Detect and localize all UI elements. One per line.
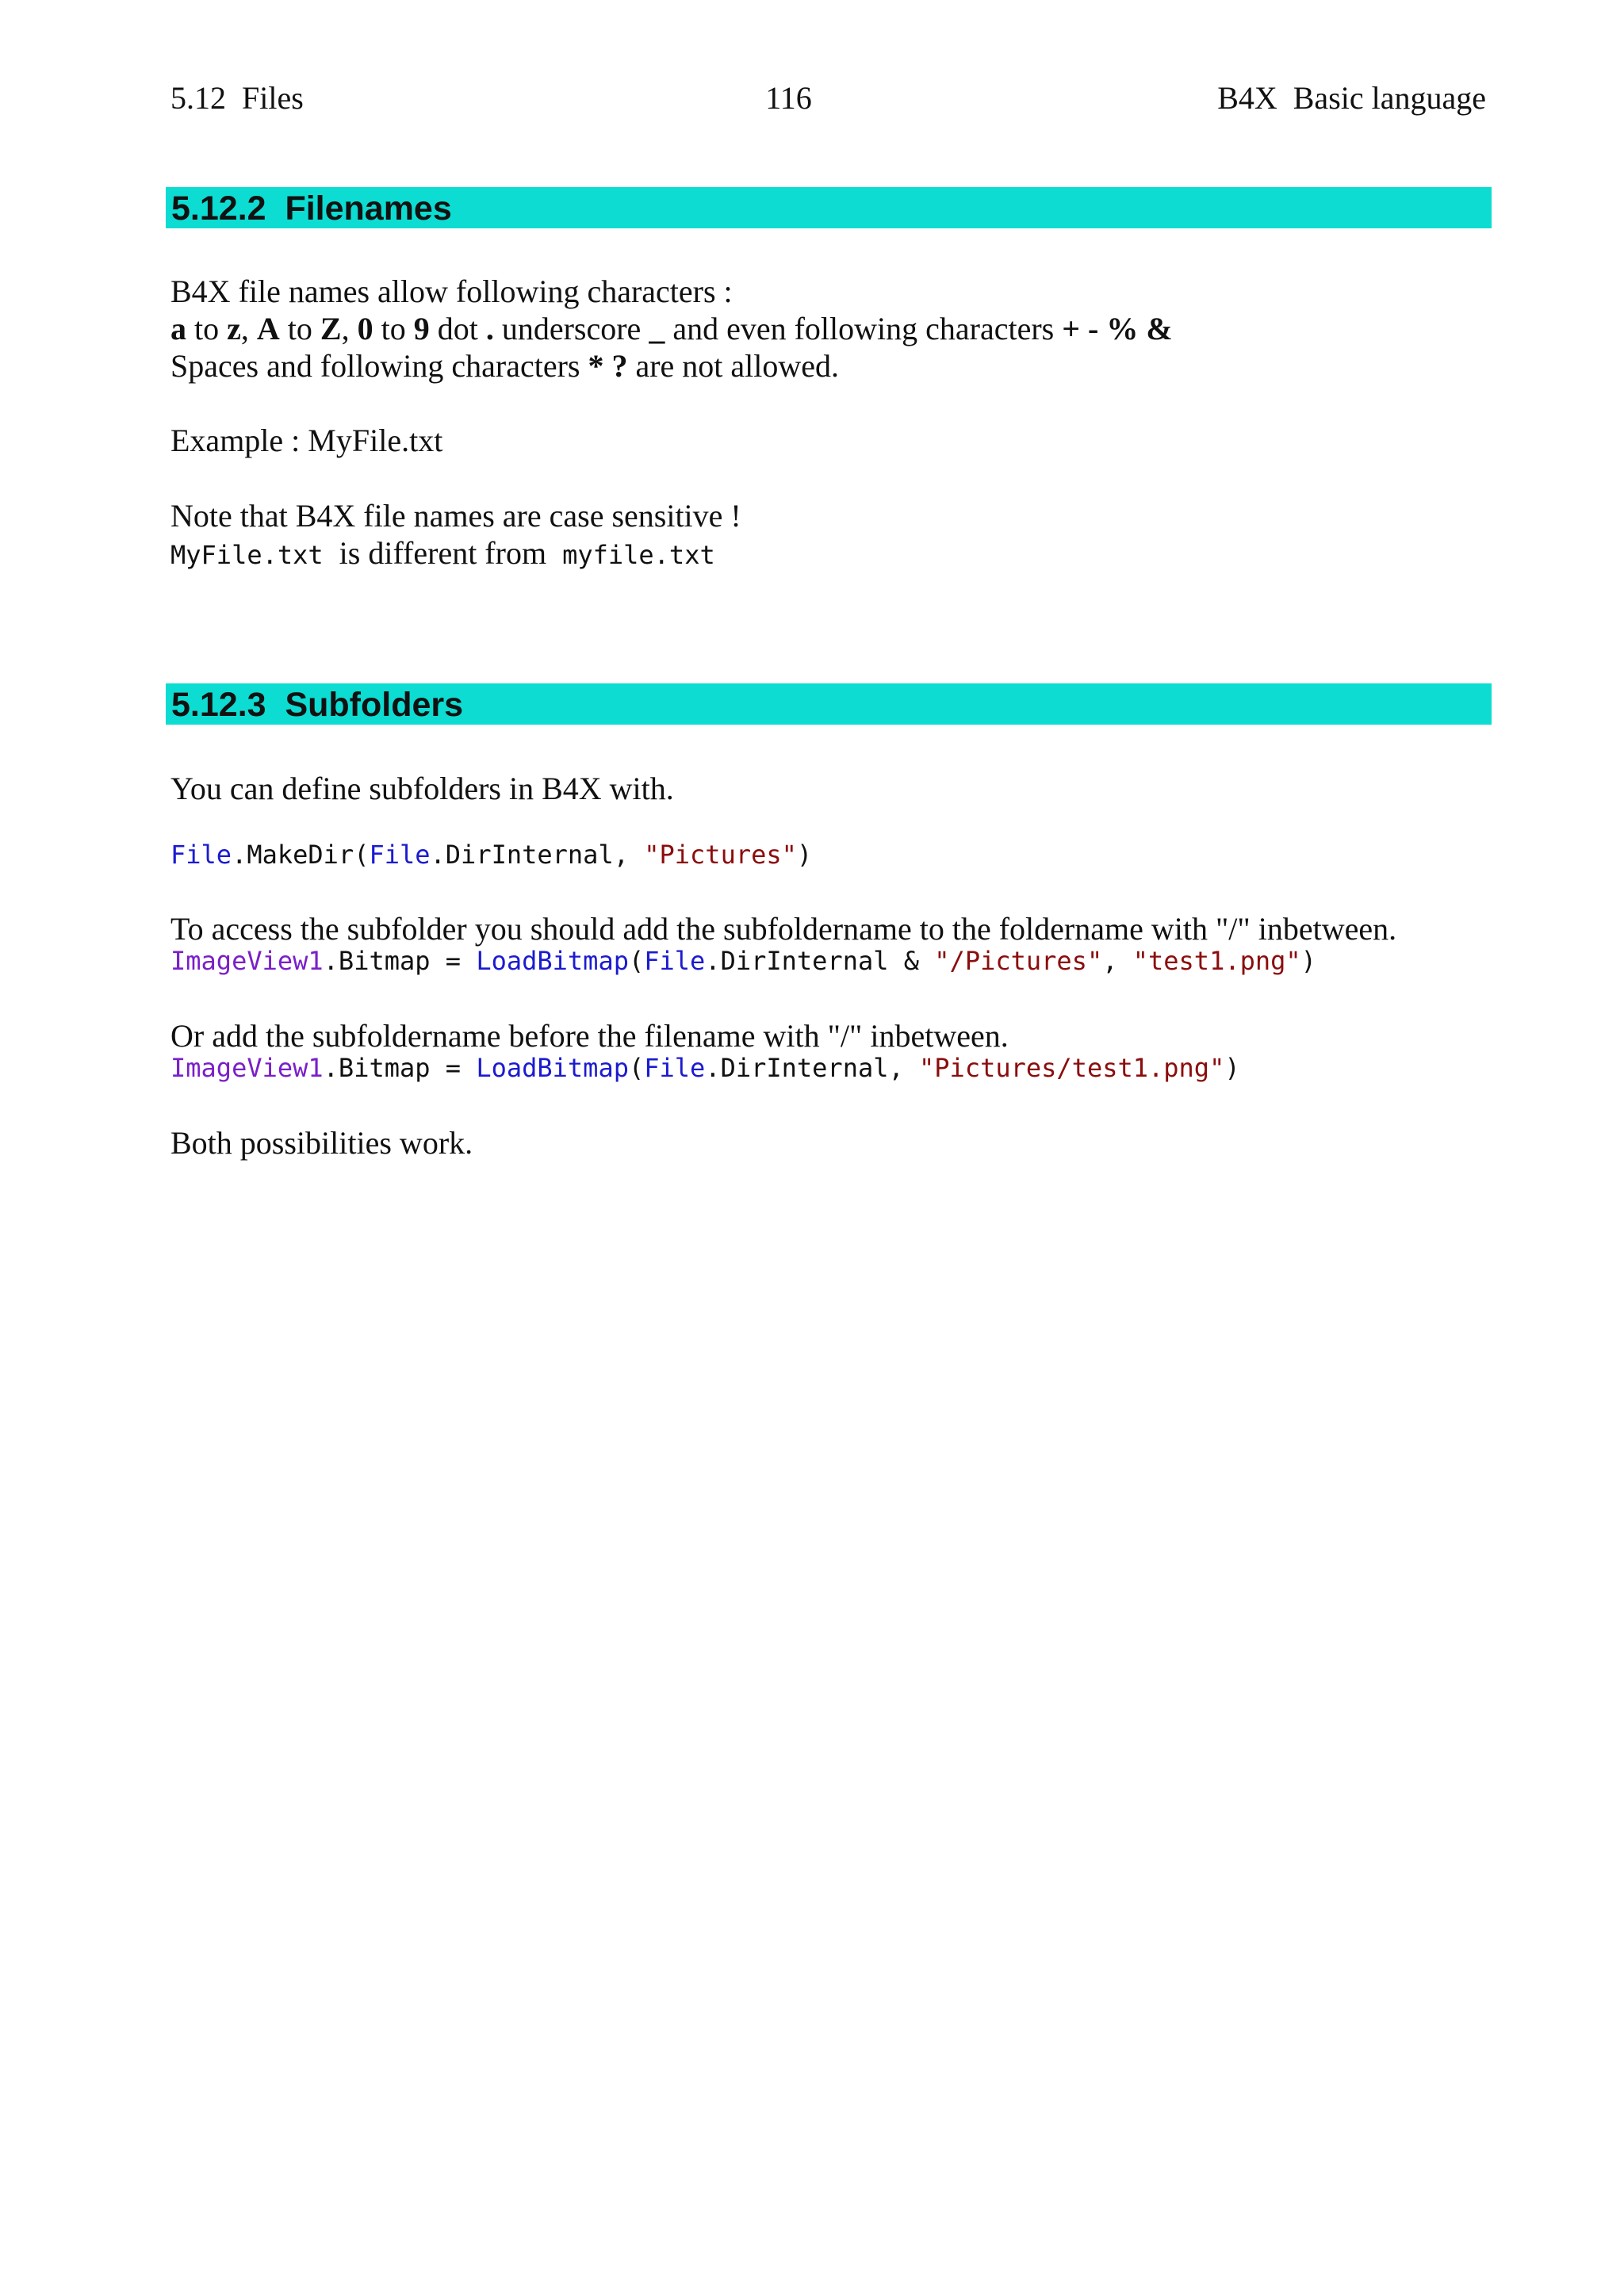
code-token: LoadBitmap <box>476 1053 629 1083</box>
text-underscore: underscore <box>493 311 649 346</box>
char-dot: . <box>485 311 494 346</box>
header-book-title: B4X Basic language <box>1217 80 1486 116</box>
filename-mixed-case: MyFile.txt <box>170 540 324 570</box>
access-subfolder-text: To access the subfolder you should add the subfoldername to the foldername with "/" inbetween. <box>170 911 1397 947</box>
text-is-different: is different from <box>323 535 563 571</box>
code-string: "test1.png" <box>1132 946 1301 976</box>
code-token: ImageView1 <box>170 1053 324 1083</box>
code-token: ) <box>1224 1053 1240 1083</box>
code-token: LoadBitmap <box>476 946 629 976</box>
code-string: "/Pictures" <box>934 946 1103 976</box>
code-token: ImageView1 <box>170 946 324 976</box>
char-Z: Z <box>320 311 342 346</box>
code-token: File <box>170 840 232 870</box>
code-makedir <box>170 837 812 872</box>
case-sensitive-note: Note that B4X file names are case sensitive ! <box>170 498 741 534</box>
code-token: , <box>1102 946 1133 976</box>
code-token: File <box>369 840 431 870</box>
code-string: "Pictures/test1.png" <box>919 1053 1225 1083</box>
special-chars-allowed: + - % & <box>1062 311 1173 346</box>
filenames-allowed-chars <box>170 310 1173 347</box>
code-token: .MakeDir( <box>232 840 370 870</box>
text-dot: dot <box>429 311 486 346</box>
char-A: A <box>256 311 280 346</box>
page-header <box>170 76 1486 121</box>
code-token: .Bitmap = <box>323 946 477 976</box>
section-heading-subfolders: 5.12.3 Subfolders <box>166 683 1492 725</box>
filename-example: Example : MyFile.txt <box>170 423 443 458</box>
text-to: to <box>373 311 414 346</box>
subfolders-intro: You can define subfolders in B4X with. <box>170 771 674 806</box>
char-z: z <box>227 311 241 346</box>
section-heading-filenames: 5.12.2 Filenames <box>166 187 1492 228</box>
code-token: .DirInternal, <box>705 1053 920 1083</box>
text-to: to <box>186 311 228 346</box>
header-page-number: 116 <box>765 80 812 116</box>
text-spaces: Spaces and following characters <box>170 348 588 384</box>
code-token: File <box>644 946 706 976</box>
char-a: a <box>170 311 186 346</box>
header-chapter: 5.12 Files <box>170 80 304 116</box>
char-underscore: _ <box>649 311 665 346</box>
special-chars-not-allowed: * ? <box>588 348 628 384</box>
case-sensitive-example <box>170 534 715 574</box>
text-even: and even following characters <box>665 311 1063 346</box>
filename-lower-case: myfile.txt <box>562 540 715 570</box>
code-token: .DirInternal, <box>430 840 645 870</box>
char-9: 9 <box>413 311 430 346</box>
code-token: File <box>644 1053 706 1083</box>
code-token: .Bitmap = <box>323 1053 477 1083</box>
filenames-not-allowed <box>170 347 839 385</box>
code-token: .DirInternal & <box>705 946 935 976</box>
code-loadbitmap-concat <box>170 943 1316 978</box>
both-work-text: Both possibilities work. <box>170 1125 473 1161</box>
code-string: "Pictures" <box>644 840 797 870</box>
filenames-allowed-intro: B4X file names allow following characters : <box>170 274 733 309</box>
code-token: ( <box>628 946 645 976</box>
text-comma: , <box>341 311 358 346</box>
text-to: to <box>279 311 320 346</box>
code-token: ) <box>1300 946 1316 976</box>
code-loadbitmap-path <box>170 1050 1240 1085</box>
text-not-allowed: are not allowed. <box>627 348 840 384</box>
text-comma: , <box>240 311 257 346</box>
or-add-subfolder-text: Or add the subfoldername before the filename with "/" inbetween. <box>170 1018 1009 1054</box>
char-0: 0 <box>357 311 373 346</box>
code-token: ) <box>796 840 813 870</box>
code-token: ( <box>628 1053 645 1083</box>
